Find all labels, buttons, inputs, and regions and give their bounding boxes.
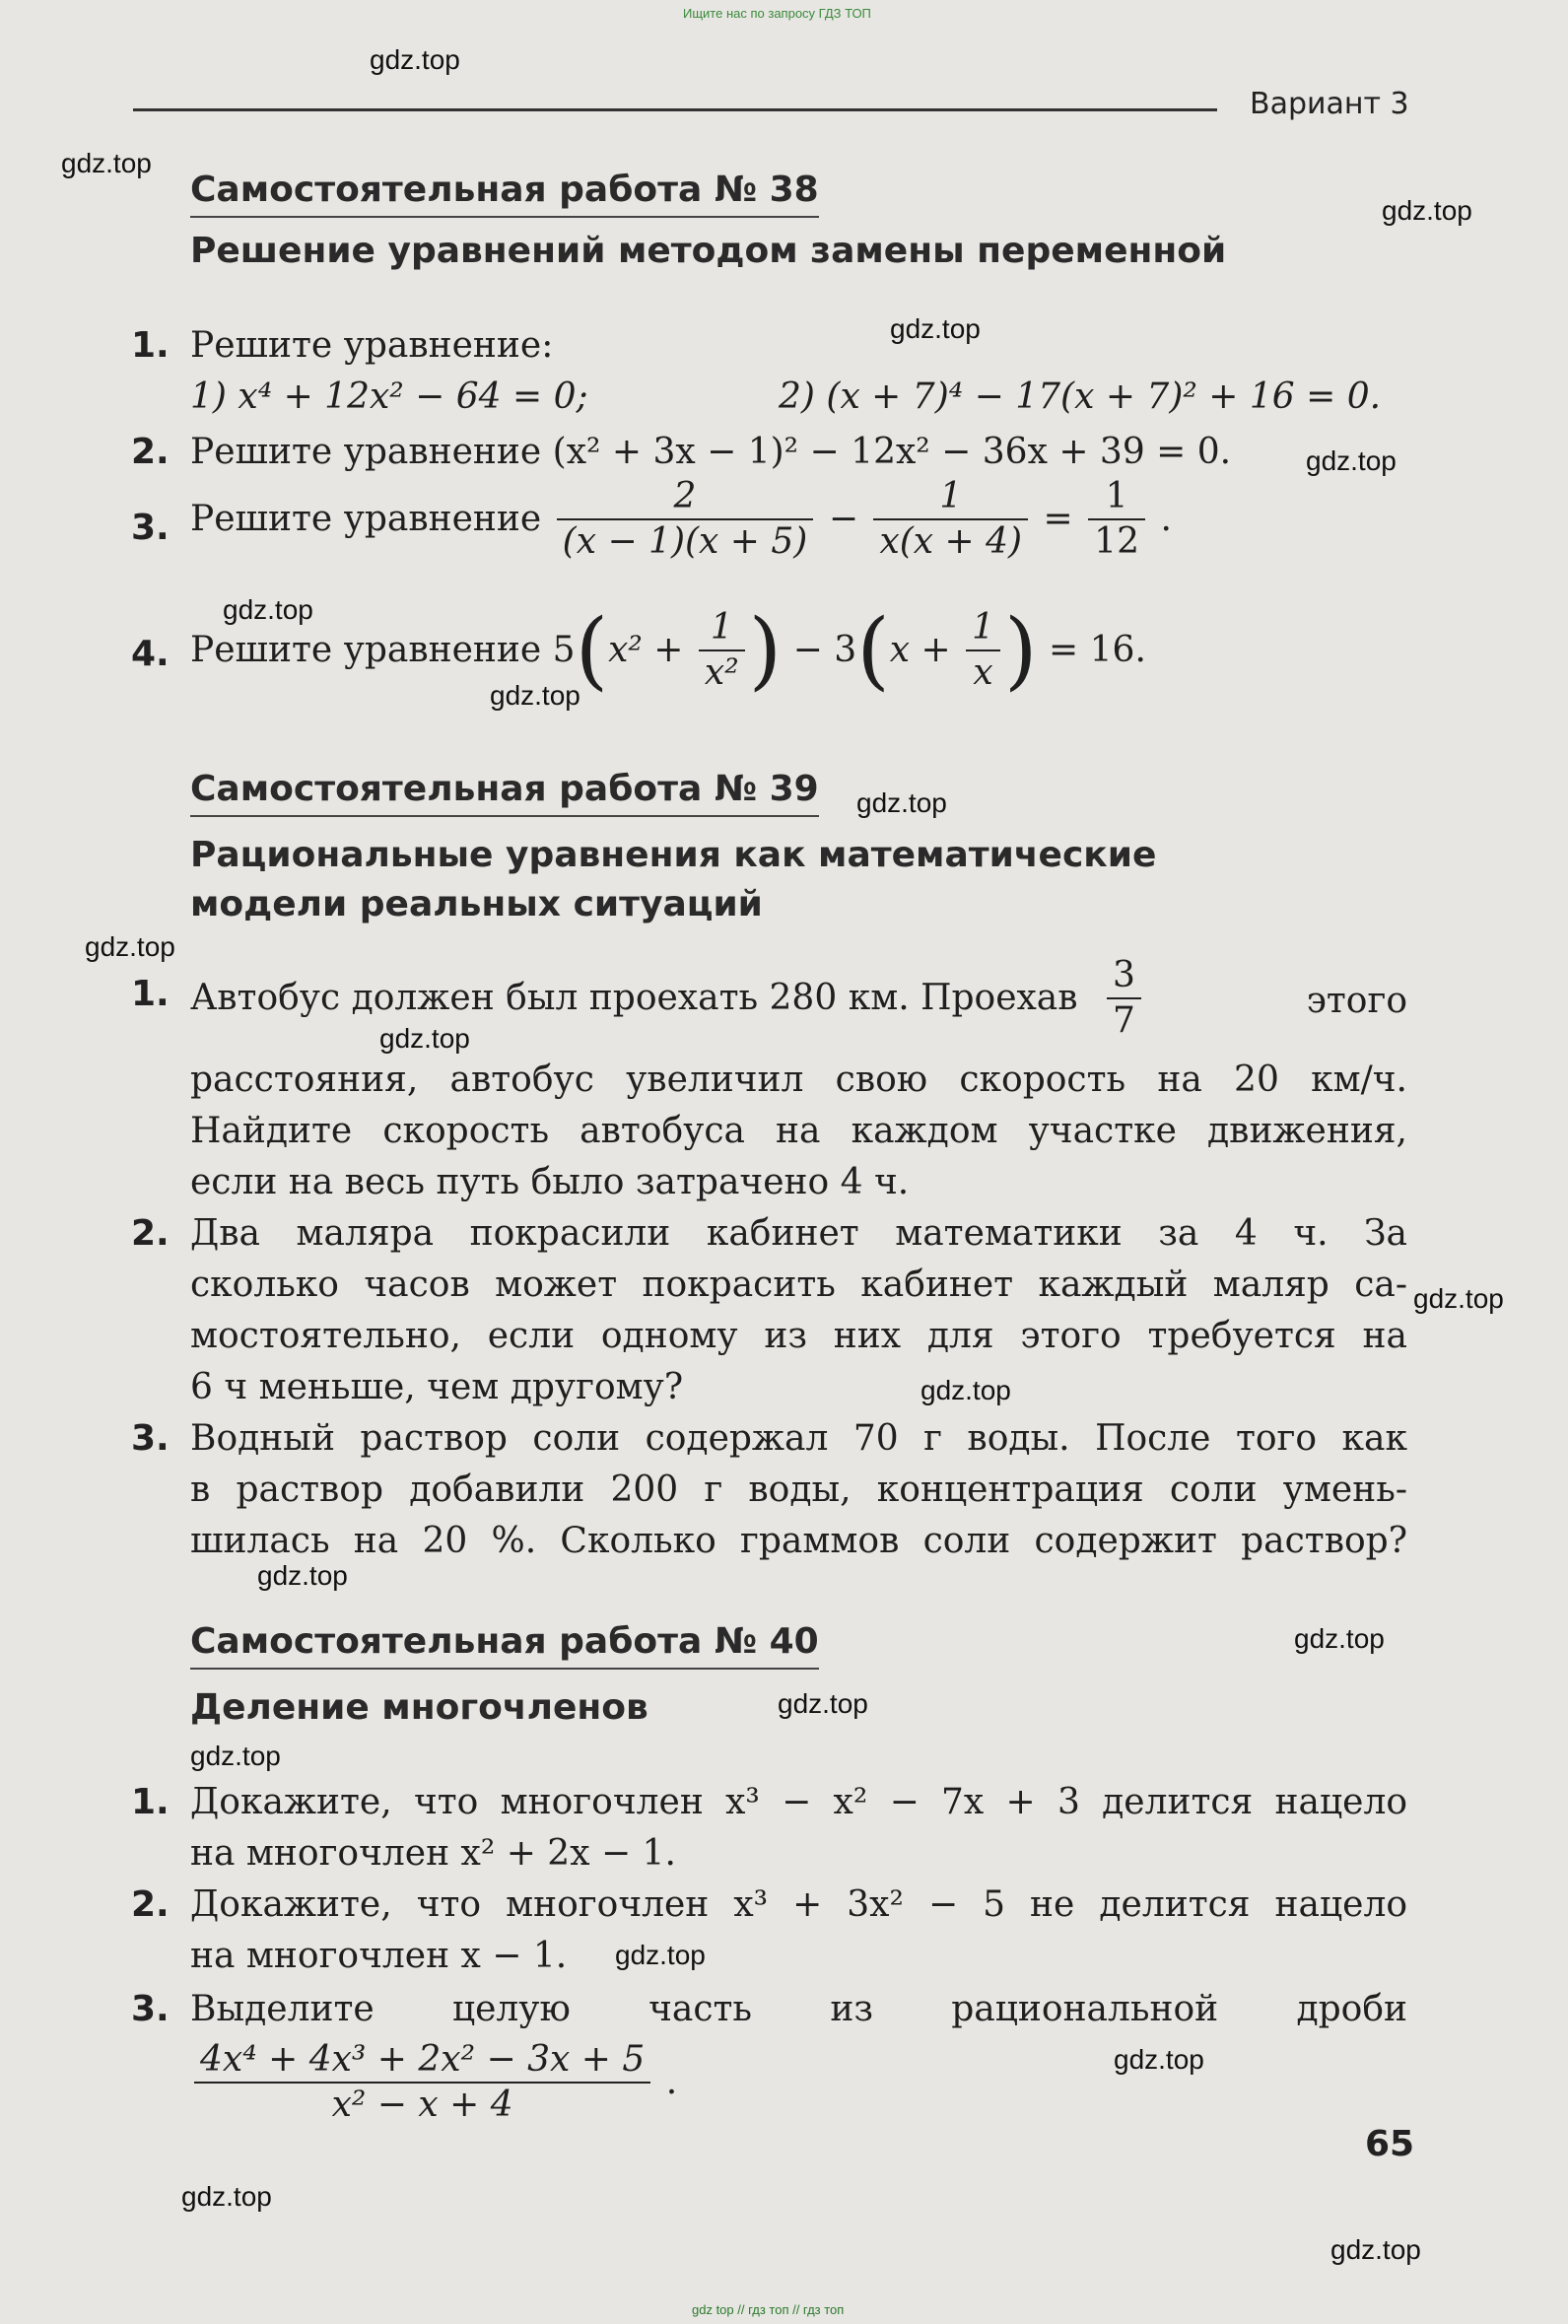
task-number: 1. (131, 325, 170, 366)
watermark: gdz.top (61, 148, 152, 178)
section-39-subtitle-2: модели реальных ситуаций (190, 884, 763, 924)
s39-task3-line1: Водный раствор соли содержал 70 г воды. После того как (190, 1418, 1407, 1459)
watermark: gdz.top (190, 1741, 281, 1771)
s39-task1-line3: Найдите скорость автобуса на каждом участке движения, (190, 1111, 1407, 1151)
s39-task1-line4: если на весь путь было затрачено 4 ч. (190, 1162, 910, 1202)
s39-task2-line2: сколько часов может покрасить кабинет каждый маляр са- (190, 1265, 1407, 1305)
header-rule (133, 108, 1217, 111)
s38-task3: Решите уравнение $\frac{2}{(x - 1)(x + 5)}$ − $\frac{1}{x(x + 4)}$ = $\frac{1}{12}$ . (190, 476, 1172, 562)
task-number: 3. (131, 508, 170, 548)
s39-task2-line1: Два маляра покрасили кабинет математики за 4 ч. За (190, 1213, 1407, 1254)
task-number: 1. (131, 1782, 170, 1822)
watermark: gdz.top (890, 313, 981, 344)
section-40-subtitle: Деление многочленов (190, 1687, 648, 1728)
task-number: 2. (131, 1884, 170, 1925)
watermark: gdz.top (778, 1688, 868, 1719)
task-number: 3. (131, 1418, 170, 1459)
watermark: gdz.top (379, 1023, 470, 1054)
s40-task2-line2: на многочлен x − 1. (190, 1936, 568, 1976)
s40-task3-fraction: $\frac{\text{4x⁴ + 4x³ + 2x² − 3x + 5}}{\text{x² − x + 4}}$ . (190, 2038, 677, 2127)
s38-task2: Решите уравнение (x² + 3x − 1)² − 12x² − 36x + 39 = 0. (190, 432, 1232, 472)
watermark: gdz.top (1330, 2234, 1421, 2265)
s38-task1-eq-a: 1) x⁴ + 12x² − 64 = 0; (190, 376, 588, 417)
variant-label: Вариант 3 (1250, 87, 1409, 121)
watermark: gdz.top (490, 680, 580, 711)
s38-task1-eq-b: 2) (x + 7)⁴ − 17(x + 7)² + 16 = 0. (779, 376, 1382, 417)
page-number: 65 (1365, 2124, 1415, 2164)
s39-task3-line2: в раствор добавили 200 г воды, концентрация соли умень- (190, 1470, 1407, 1510)
task-number: 3. (131, 1989, 170, 2029)
s40-task2-line1: Докажите, что многочлен x³ + 3x² − 5 не делится нацело (190, 1884, 1407, 1925)
task-number: 4. (131, 634, 170, 674)
s39-task2-line3: мостоятельно, если одному из них для этого требуется на (190, 1316, 1407, 1356)
section-40-title: Самостоятельная работа № 40 (190, 1621, 819, 1670)
section-39-title: Самостоятельная работа № 39 (190, 769, 819, 817)
watermark: gdz.top (223, 594, 313, 625)
watermark: gdz.top (370, 44, 460, 75)
watermark: gdz.top (1306, 445, 1397, 476)
watermark: gdz.top (615, 1940, 706, 1970)
watermark: gdz.top (1413, 1283, 1504, 1314)
s38-task4: Решите уравнение 5(x² + $\frac{1}{\text{x²}}$ ) − 3(x + $\frac{1}{x}$ ) = 16. (190, 601, 1146, 700)
s40-task3-line1: Выделите целую часть из рациональной дроби (190, 1989, 1407, 2029)
watermark: gdz.top (1114, 2044, 1204, 2075)
s40-task1-line1: Докажите, что многочлен x³ − x² − 7x + 3 делится нацело (190, 1782, 1407, 1822)
s39-task1-line2: расстояния, автобус увеличил свою скорость на 20 км/ч. (190, 1059, 1407, 1100)
task-number: 2. (131, 1213, 170, 1254)
watermark: gdz.top (1294, 1623, 1385, 1654)
bottom-banner: gdz top // гдз топ // гдз топ (692, 2302, 845, 2317)
section-38-subtitle: Решение уравнений методом замены переменной (190, 231, 1227, 271)
task-number: 2. (131, 432, 170, 472)
s40-task1-line2: на многочлен x² + 2x − 1. (190, 1833, 676, 1874)
watermark: gdz.top (85, 931, 175, 962)
s38-task1-lead: Решите уравнение: (190, 325, 554, 366)
watermark: gdz.top (257, 1560, 348, 1591)
watermark: gdz.top (1382, 195, 1472, 226)
s39-task1-line1: Автобус должен был проехать 280 км. Проехав $\frac{3}{7}$ этого (190, 955, 1407, 1041)
top-banner: Ищите нас по запросу ГДЗ ТОП (683, 6, 871, 21)
watermark: gdz.top (181, 2181, 272, 2212)
s39-task3-line3: шилась на 20 %. Сколько граммов соли содержит раствор? (190, 1521, 1407, 1561)
section-38-title: Самостоятельная работа № 38 (190, 170, 819, 218)
watermark: gdz.top (856, 787, 947, 818)
s39-task2-line4: 6 ч меньше, чем другому? (190, 1367, 684, 1407)
section-39-subtitle-1: Рациональные уравнения как математические (190, 835, 1157, 875)
task-number: 1. (131, 974, 170, 1014)
watermark: gdz.top (920, 1375, 1011, 1405)
